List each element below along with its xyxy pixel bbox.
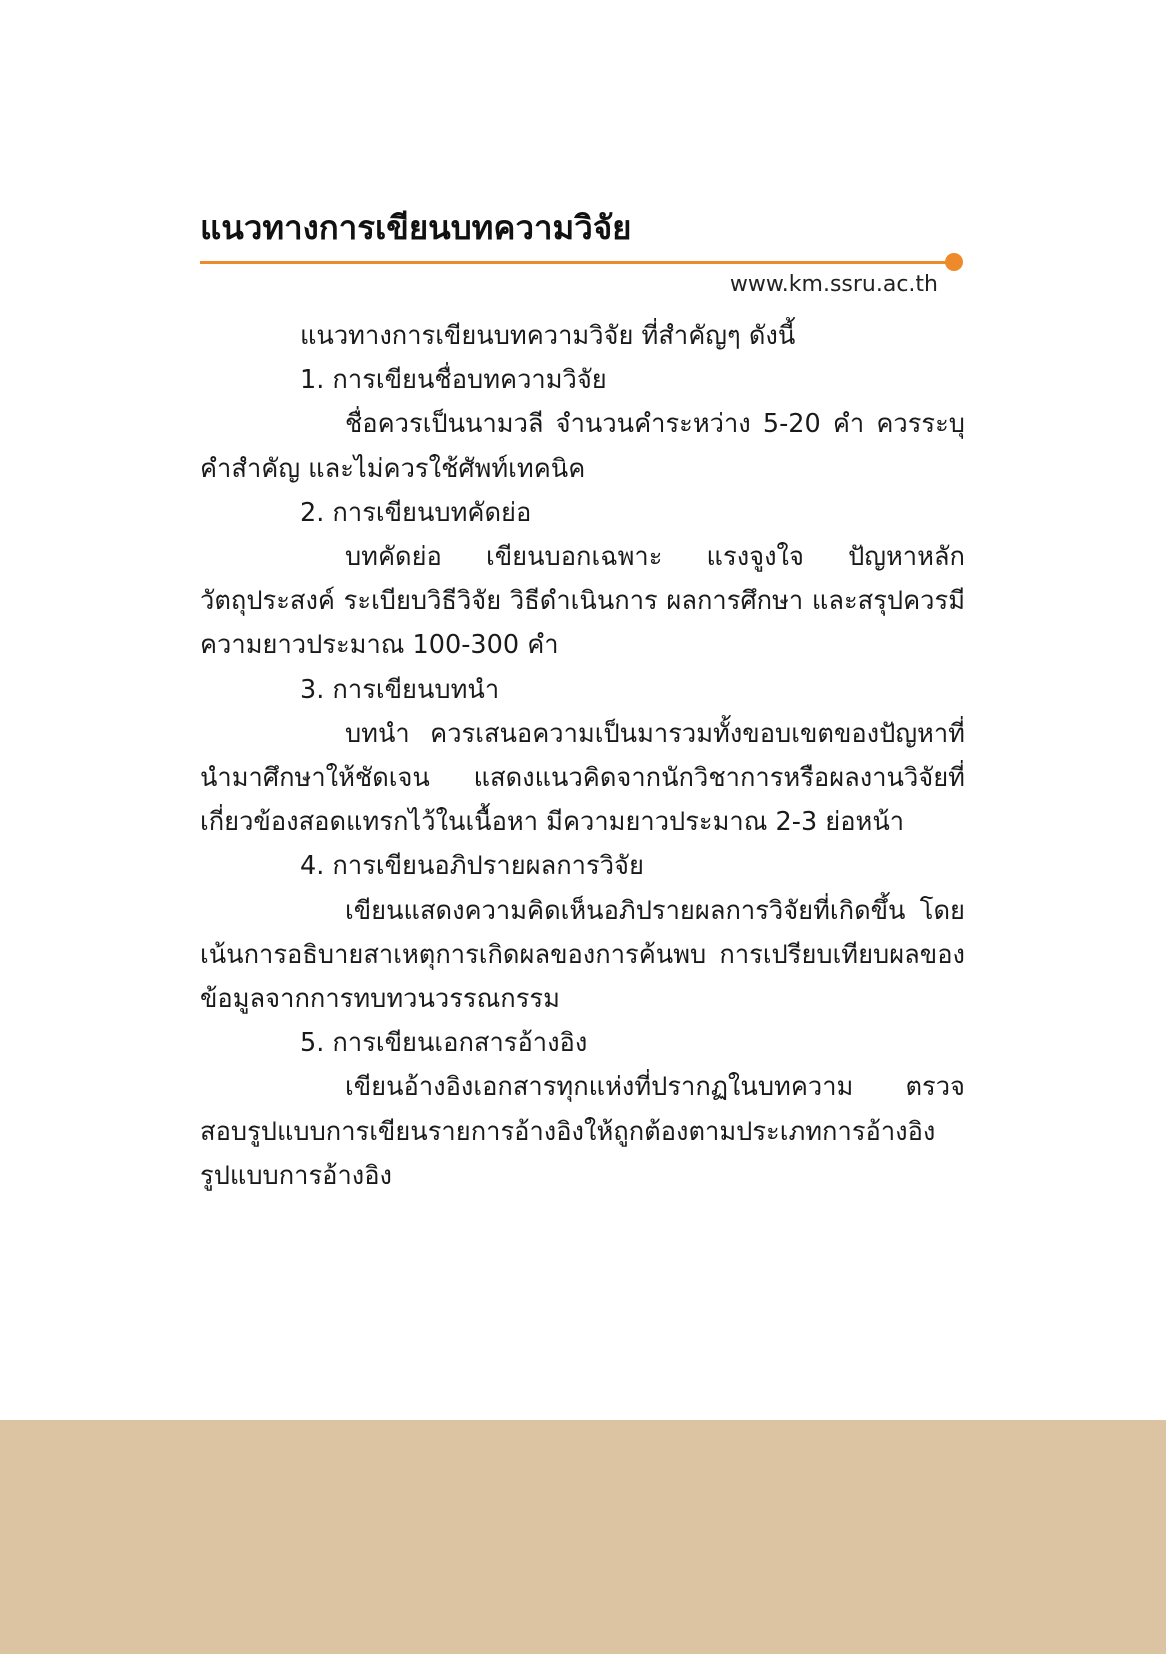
section-body-5: เขียนอ้างอิงเอกสารทุกแห่งที่ปรากฏในบทความ ตรวจสอบรูปแบบการเขียนรายการอ้างอิงให้ถูกต้องตามประเภทการอ้างอิง รูปแบบการอ้างอิง [200,1072,965,1191]
intro-paragraph: แนวทางการเขียนบทความวิจัย ที่สำคัญๆ ดังนี้ [300,321,796,351]
page-title: แนวทางการเขียนบทความวิจัย [200,208,632,247]
section-body-2: บทคัดย่อ เขียนบอกเฉพาะ แรงจูงใจ ปัญหาหลัก วัตถุประสงค์ ระเบียบวิธีวิจัย วิธีดำเนินการ ผลการศึกษา และสรุปควรมีความยาวประมาณ 100-300 คำ [200,542,965,661]
section-body-4: เขียนแสดงความคิดเห็นอภิปรายผลการวิจัยที่เกิดขึ้น โดยเน้นการอธิบายสาเหตุการเกิดผลของการค้นพบ การเปรียบเทียบผลของข้อมูลจากการทบทวนวรรณกรรม [200,895,965,1015]
section-heading-1: 1. การเขียนชื่อบทความวิจัย [300,365,607,396]
underline-dot [945,253,963,271]
section-body-3: บทนำ ควรเสนอความเป็นมารวมทั้งขอบเขตของปัญหาที่นำมาศึกษาให้ชัดเจน แสดงแนวคิดจากนักวิชาการหรือผลงานวิจัยที่เกี่ยวข้องสอดแทรกไว้ในเนื้อหา มีความยาวประมาณ 2-3 ย่อหน้า [200,718,965,838]
website-url: www.km.ssru.ac.th [729,272,938,297]
section-heading-4: 4. การเขียนอภิปรายผลการวิจัย [300,851,644,882]
section-heading-3: 3. การเขียนบทนำ [300,674,500,705]
title-underline [200,261,952,264]
footer-band [0,1420,1166,1654]
section-body-1: ชื่อควรเป็นนามวลี จำนวนคำระหว่าง 5-20 คำ ควรระบุคำสำคัญ และไม่ควรใช้ศัพท์เทคนิค [200,409,965,484]
article-body [200,314,965,1198]
section-heading-2: 2. การเขียนบทคัดย่อ [300,497,532,528]
section-heading-5: 5. การเขียนเอกสารอ้างอิง [300,1028,588,1059]
